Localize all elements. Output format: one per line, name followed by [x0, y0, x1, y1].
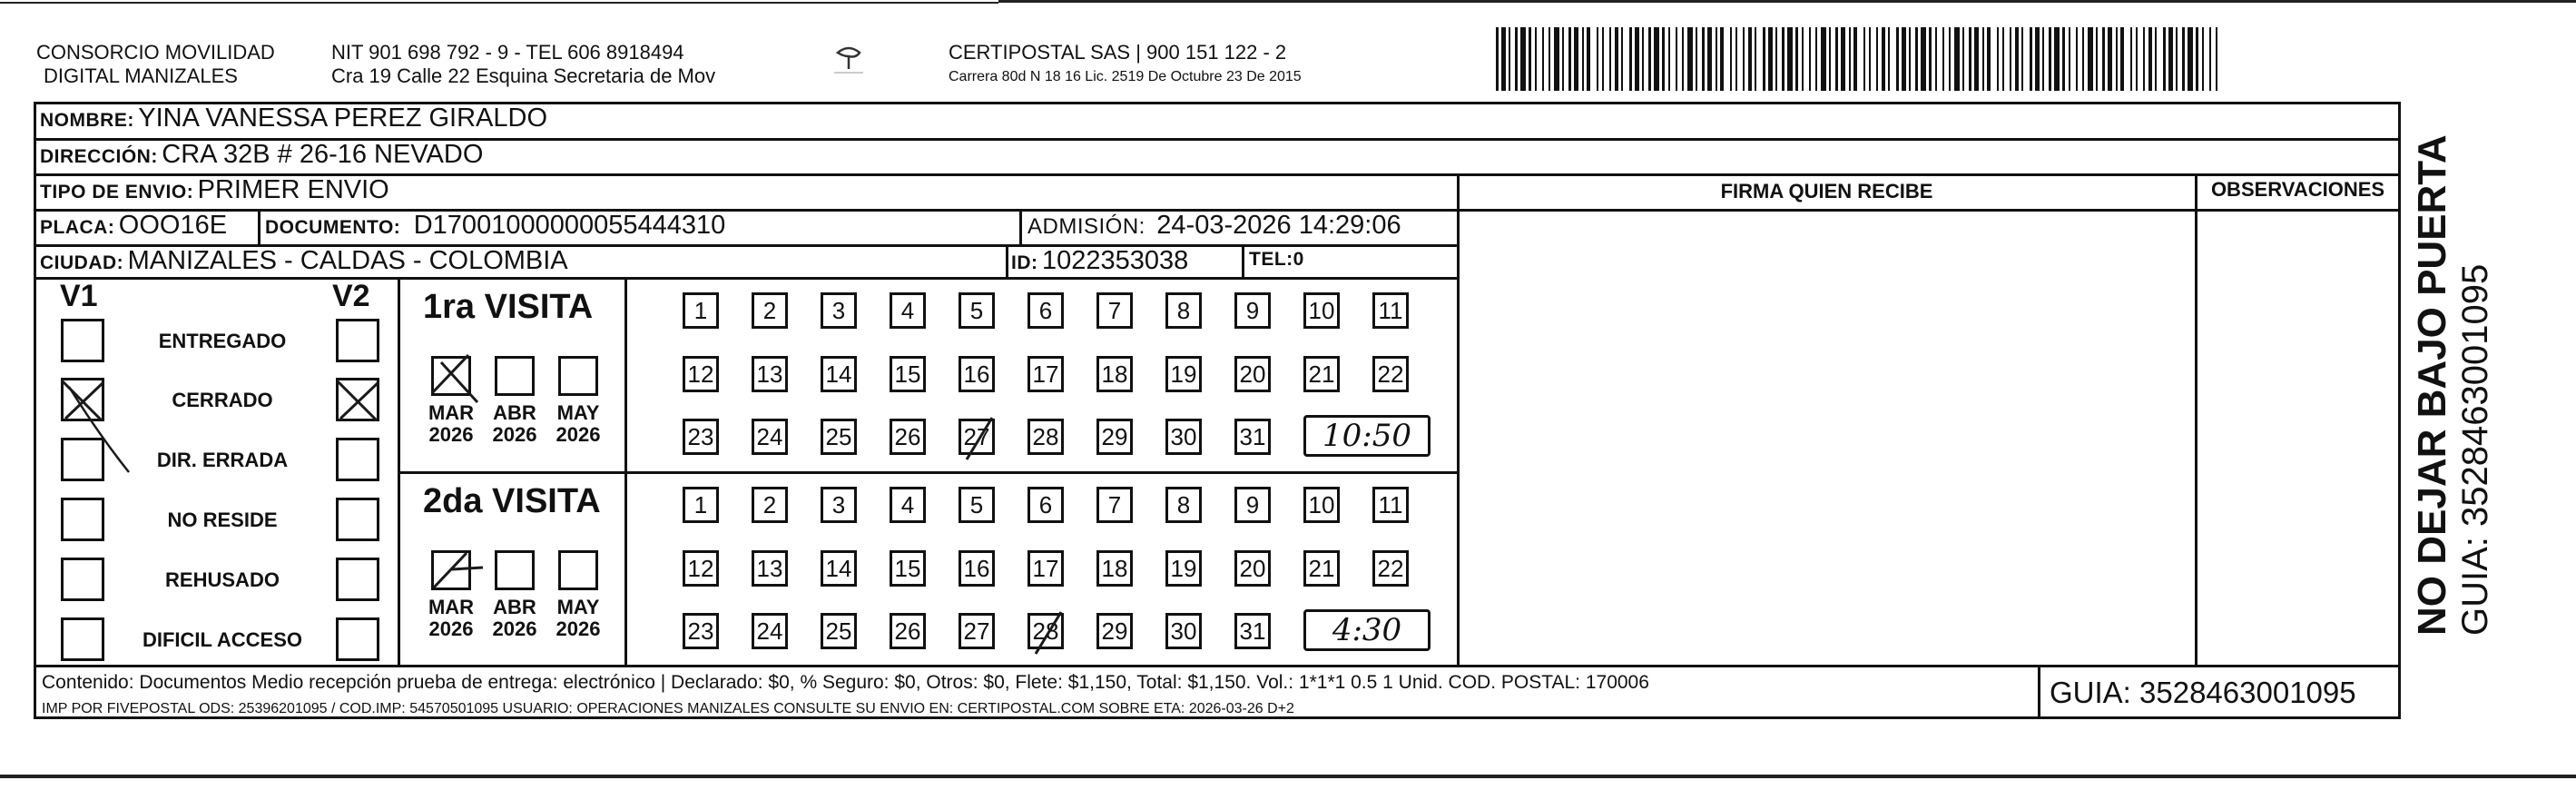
day-box[interactable]: 11: [1372, 487, 1409, 523]
sender-name-line1: CONSORCIO MOVILIDAD: [36, 41, 275, 64]
day-box[interactable]: 26: [890, 419, 926, 455]
barcode-bar: [2136, 27, 2138, 91]
barcode-bar: [1882, 27, 1885, 91]
barcode-bar: [1642, 27, 1644, 91]
day-box[interactable]: 4: [890, 487, 926, 523]
day-box[interactable]: 30: [1165, 419, 1202, 455]
day-box[interactable]: 29: [1096, 419, 1133, 455]
divider-row5: [34, 277, 1459, 280]
day-box[interactable]: 10: [1303, 292, 1340, 329]
barcode-bar: [1676, 27, 1677, 91]
month-checkbox[interactable]: [558, 356, 598, 396]
barcode-bar: [1574, 27, 1578, 91]
day-box[interactable]: 11: [1372, 292, 1409, 329]
day-box[interactable]: 3: [821, 487, 857, 523]
pen-stroke: [64, 381, 172, 490]
v1-checkbox[interactable]: [61, 319, 104, 362]
barcode-bar: [1496, 27, 1499, 91]
day-box[interactable]: 24: [752, 419, 788, 455]
carrier-details: [949, 41, 1302, 86]
month-name: MAY: [556, 401, 600, 424]
barcode-bar: [1755, 27, 1756, 91]
month-year: 2026: [428, 423, 474, 446]
barcode-bar: [1902, 27, 1906, 91]
pen-day-mark: [956, 412, 1010, 467]
status-label: ENTREGADO: [158, 330, 287, 352]
barcode-bar: [1554, 27, 1559, 91]
carrier-logo: [831, 42, 867, 78]
day-box[interactable]: 15: [890, 550, 926, 587]
day-box[interactable]: 23: [683, 613, 719, 649]
month-checkbox[interactable]: [431, 550, 471, 590]
month-label: [424, 597, 478, 640]
month-label: [551, 402, 605, 446]
day-box[interactable]: 1: [683, 292, 719, 329]
day-box[interactable]: 27: [959, 613, 995, 649]
imp-text: IMP POR FIVEPOSTAL ODS: 25396201095 / COD.IMP: 54570501095 USUARIO: OPERACIONES MANIZALES CONSULTE SU ENVIO EN: CERTIPOSTAL.COM SOBRE ETA: 2026-03-26 D+2: [42, 701, 1294, 716]
month-checkbox[interactable]: [495, 356, 535, 396]
day-box[interactable]: 24: [752, 613, 788, 649]
nombre-label: NOMBRE:: [40, 110, 134, 131]
day-box[interactable]: 21: [1303, 356, 1340, 392]
barcode-bar: [1935, 27, 1937, 91]
v1-checkbox[interactable]: [61, 498, 104, 541]
barcode-bar: [1501, 27, 1506, 91]
barcode-bar: [1615, 27, 1618, 91]
barcode-bar: [2069, 27, 2070, 91]
visit-title: 2da VISITA: [423, 482, 601, 520]
side-text: [2410, 18, 2528, 636]
barcode-bar: [1602, 27, 1604, 91]
barcode-bar: [1835, 27, 1838, 91]
admision-value: 24-03-2026 14:29:06: [1156, 211, 1401, 240]
barcode-bar: [1949, 27, 1951, 91]
barcode-bar: [1520, 27, 1526, 91]
barcode-bar: [2096, 27, 2098, 91]
documento-label: DOCUMENTO:: [265, 217, 401, 238]
status-label: CERRADO: [172, 389, 273, 411]
pen-check-mark: [425, 346, 488, 410]
nombre-row: [40, 104, 547, 133]
barcode-bar: [1775, 27, 1777, 91]
day-box[interactable]: 6: [1027, 292, 1064, 329]
sender-address: Cra 19 Calle 22 Esquina Secretaria de Mov: [331, 64, 716, 87]
direccion-value: CRA 32B # 26-16 NEVADO: [162, 140, 484, 169]
v2-checkbox[interactable]: [336, 617, 379, 661]
day-box[interactable]: 28: [1027, 613, 1064, 649]
barcode-bar: [1609, 27, 1611, 91]
id-value: 1022353038: [1041, 246, 1189, 275]
barcode-bar: [1730, 27, 1732, 91]
barcode-bar: [1909, 27, 1911, 91]
barcode-bar: [1743, 27, 1745, 91]
barcode-bar: [1997, 27, 1999, 91]
barcode-bar: [1829, 27, 1831, 91]
side-warning: NO DEJAR BAJO PUERTA: [2410, 134, 2454, 636]
carrier-name: CERTIPOSTAL SAS | 900 151 122 - 2: [949, 41, 1287, 64]
barcode-bar: [2062, 27, 2065, 91]
visit-title: 1ra VISITA: [423, 288, 594, 326]
barcode-bar: [1869, 27, 1871, 91]
day-box[interactable]: 2: [752, 487, 788, 523]
ciudad-row: [40, 246, 568, 276]
day-box[interactable]: 31: [1234, 613, 1271, 649]
id-row: [1011, 246, 1188, 276]
divider-admision: [1019, 209, 1022, 245]
barcode-bar: [2216, 27, 2217, 91]
day-box[interactable]: 30: [1165, 613, 1202, 649]
placa-label: PLACA:: [40, 217, 115, 238]
barcode-bar: [2088, 27, 2093, 91]
barcode-bar: [1682, 27, 1684, 91]
month-label: [487, 402, 542, 446]
barcode-bar: [2054, 27, 2060, 91]
month-year: 2026: [556, 617, 601, 640]
placa-value: OOO16E: [118, 211, 228, 240]
direccion-row: [40, 140, 483, 170]
v2-checkbox[interactable]: [336, 378, 379, 421]
barcode-bar: [2021, 27, 2023, 91]
barcode-bar: [1621, 27, 1623, 91]
tel-value: 0: [1293, 249, 1304, 270]
nombre-value: YINA VANESSA PEREZ GIRALDO: [138, 104, 547, 133]
v2-checkbox[interactable]: [336, 438, 379, 481]
barcode-bar: [2163, 27, 2166, 91]
day-box[interactable]: 2: [752, 292, 788, 329]
barcode-bar: [2076, 27, 2078, 91]
month-name: MAY: [556, 596, 600, 618]
barcode-bar: [2148, 27, 2152, 91]
scan-edge-top-right: [998, 0, 2576, 3]
tipo-label: TIPO DE ENVIO:: [40, 182, 194, 202]
barcode-bar: [1648, 27, 1651, 91]
barcode-bar: [1735, 27, 1737, 91]
barcode-bar: [1974, 27, 1979, 91]
day-box[interactable]: 23: [683, 419, 719, 455]
pen-check-mark: [425, 540, 488, 604]
status-label: NO RESIDE: [167, 509, 278, 531]
admision-row: [1027, 211, 1401, 241]
contenido-text: Contenido: Documentos Medio recepción prueba de entrega: electrónico | Declarado: $0, % Seguro: $0, Otros: $0, Flete: $1,150, Total: $1,150. Vol.: 1*1*1 0.5 1 Unid. COD. POSTAL: 170006: [42, 672, 1649, 693]
tipo-row: [40, 175, 389, 205]
barcode-bar: [1942, 27, 1944, 91]
side-guia: GUIA: 3528463001095: [2455, 263, 2495, 636]
barcode-bar: [1720, 27, 1724, 91]
day-box[interactable]: 14: [821, 356, 857, 392]
day-box[interactable]: 17: [1027, 550, 1064, 587]
day-box[interactable]: 4: [890, 292, 926, 329]
barcode-bar: [1962, 27, 1964, 91]
barcode-bar: [1562, 27, 1564, 91]
barcode-bar: [1687, 27, 1693, 91]
observaciones-header: OBSERVACIONES: [2210, 178, 2385, 201]
v1-header: V1: [60, 279, 98, 313]
day-box[interactable]: 17: [1027, 356, 1064, 392]
v2-checkbox[interactable]: [336, 558, 379, 601]
day-box[interactable]: 9: [1234, 292, 1271, 329]
ciudad-label: CIUDAD:: [40, 252, 124, 273]
barcode-bar: [2002, 27, 2004, 91]
barcode-bar: [2116, 27, 2118, 91]
day-box[interactable]: 8: [1165, 292, 1202, 329]
barcode-bar: [2130, 27, 2132, 91]
day-box[interactable]: 25: [821, 419, 857, 455]
day-box[interactable]: 1: [683, 487, 719, 523]
barcode-bar: [1696, 27, 1697, 91]
documento-value: D17001000000055444310: [413, 211, 726, 240]
month-label: [424, 402, 478, 446]
day-box[interactable]: 15: [890, 356, 926, 392]
divider-placa: [258, 209, 261, 245]
day-box[interactable]: 8: [1165, 487, 1202, 523]
barcode-bar: [2209, 27, 2211, 91]
barcode-bar: [1815, 27, 1817, 91]
month-name: MAR: [428, 401, 475, 424]
placa-row: [40, 211, 227, 241]
sender-name-line2: DIGITAL MANIZALES: [44, 64, 238, 87]
scan-edge-bottom: [0, 775, 2576, 778]
admision-label: ADMISIÓN:: [1027, 214, 1145, 239]
month-label: [551, 597, 605, 640]
day-box[interactable]: 6: [1027, 487, 1064, 523]
barcode-bar: [1863, 27, 1865, 91]
barcode-bar: [1716, 27, 1717, 91]
month-year: 2026: [492, 617, 537, 640]
barcode-bar: [1888, 27, 1890, 91]
day-box[interactable]: 22: [1372, 356, 1409, 392]
pen-check-mark: [331, 373, 395, 437]
barcode-bar: [1702, 27, 1705, 91]
day-box[interactable]: 5: [959, 292, 995, 329]
day-box[interactable]: 29: [1096, 613, 1133, 649]
handwritten-time[interactable]: 10:50: [1303, 415, 1431, 457]
month-name: ABR: [493, 401, 536, 424]
day-box[interactable]: 5: [959, 487, 995, 523]
month-year: 2026: [428, 617, 474, 640]
barcode-bar: [1853, 27, 1857, 91]
pen-day-mark: [1025, 607, 1079, 661]
barcode-bar: [2082, 27, 2084, 91]
barcode-bar: [2155, 27, 2157, 91]
month-checkbox[interactable]: [431, 356, 471, 396]
divider-id: [1006, 244, 1008, 278]
ciudad-value: MANIZALES - CALDAS - COLOMBIA: [127, 246, 568, 275]
barcode-bar: [1662, 27, 1665, 91]
day-box[interactable]: 16: [959, 356, 995, 392]
barcode-bar: [2049, 27, 2051, 91]
barcode-bar: [1582, 27, 1584, 91]
v1-checkbox[interactable]: [61, 558, 104, 601]
barcode-bar: [1876, 27, 1878, 91]
month-year: 2026: [492, 423, 537, 446]
barcode-bar: [2182, 27, 2185, 91]
barcode-bar: [2202, 27, 2204, 91]
status-label: DIR. ERRADA: [156, 449, 289, 471]
divider-visits: [398, 471, 1460, 474]
barcode-bar: [1921, 27, 1926, 91]
status-label: DIFICIL ACCESO: [142, 628, 302, 651]
barcode-bar: [1763, 27, 1765, 91]
barcode-bar: [2102, 27, 2105, 91]
barcode-bar: [2010, 27, 2011, 91]
day-box[interactable]: 12: [683, 550, 719, 587]
tel-label: TEL:: [1249, 249, 1293, 270]
barcode-bar: [1635, 27, 1639, 91]
v1-checkbox[interactable]: [61, 617, 104, 661]
firma-header: FIRMA QUIEN RECIBE: [1720, 180, 1933, 202]
divider-firma: [1457, 173, 1460, 667]
v2-checkbox[interactable]: [336, 319, 379, 362]
month-name: MAR: [428, 596, 475, 618]
direccion-label: DIRECCIÓN:: [40, 146, 158, 167]
barcode-bar: [1529, 27, 1531, 91]
barcode-bar: [2196, 27, 2198, 91]
divider-footer: [34, 665, 2401, 667]
barcode-bar: [1587, 27, 1590, 91]
barcode-bar: [2108, 27, 2112, 91]
barcode-bar: [1841, 27, 1845, 91]
day-box[interactable]: 27: [959, 419, 995, 455]
day-box[interactable]: 16: [959, 550, 995, 587]
status-label: REHUSADO: [165, 568, 280, 591]
sender-nit: NIT 901 698 792 - 9 - TEL 606 8918494: [331, 41, 684, 64]
barcode-bar: [1568, 27, 1571, 91]
month-year: 2026: [556, 423, 601, 446]
barcode-bar: [1535, 27, 1537, 91]
v2-header: V2: [332, 279, 370, 313]
divider-tel: [1242, 244, 1244, 278]
barcode-bar: [1748, 27, 1752, 91]
day-box[interactable]: 26: [890, 613, 926, 649]
barcode-bar: [1787, 27, 1793, 91]
id-label: ID:: [1011, 252, 1038, 273]
barcode-bar: [2035, 27, 2040, 91]
day-box[interactable]: 14: [821, 550, 857, 587]
sender-details: [331, 41, 715, 88]
barcode-bar: [1929, 27, 1932, 91]
barcode-bar: [1915, 27, 1918, 91]
month-checkbox[interactable]: [495, 550, 535, 590]
barcode-bar: [1515, 27, 1518, 91]
day-box[interactable]: 18: [1096, 356, 1133, 392]
footer-guia: GUIA: 3528463001095: [2050, 676, 2356, 709]
barcode-bar: [1821, 27, 1826, 91]
barcode-bar: [1849, 27, 1851, 91]
day-box[interactable]: 13: [752, 356, 788, 392]
tel-row: [1249, 249, 1304, 271]
barcode-bar: [2188, 27, 2193, 91]
v2-checkbox[interactable]: [336, 498, 379, 541]
barcode-bar: [1629, 27, 1632, 91]
barcode-bar: [1802, 27, 1804, 91]
month-label: [487, 597, 542, 640]
day-box[interactable]: 28: [1027, 419, 1064, 455]
documento-row: [265, 211, 725, 241]
day-box[interactable]: 10: [1303, 487, 1340, 523]
barcode-bar: [2176, 27, 2178, 91]
barcode-bar: [1542, 27, 1544, 91]
day-box[interactable]: 19: [1165, 550, 1202, 587]
tipo-value: PRIMER ENVIO: [197, 175, 389, 204]
barcode-bar: [1509, 27, 1510, 91]
barcode-bar: [1969, 27, 1971, 91]
barcode: [1496, 27, 2217, 91]
barcode-bar: [1782, 27, 1785, 91]
month-name: ABR: [493, 596, 536, 618]
barcode-bar: [2030, 27, 2032, 91]
barcode-bar: [1549, 27, 1550, 91]
barcode-bar: [2042, 27, 2044, 91]
barcode-bar: [1707, 27, 1712, 91]
month-checkbox[interactable]: [558, 550, 598, 590]
handwritten-time[interactable]: 4:30: [1303, 609, 1431, 651]
day-box[interactable]: 9: [1234, 487, 1271, 523]
divider-footer-guia: [2038, 665, 2040, 719]
barcode-bar: [2120, 27, 2124, 91]
barcode-bar: [1987, 27, 1991, 91]
carrier-address: Carrera 80d N 18 16 Lic. 2519 De Octubre 23 De 2015: [949, 69, 1302, 84]
day-box[interactable]: 19: [1165, 356, 1202, 392]
day-box[interactable]: 7: [1096, 292, 1133, 329]
barcode-bar: [1809, 27, 1811, 91]
barcode-bar: [1896, 27, 1899, 91]
day-box[interactable]: 3: [821, 292, 857, 329]
day-box[interactable]: 22: [1372, 550, 1409, 587]
barcode-bar: [2143, 27, 2145, 91]
sender-name: [36, 41, 275, 88]
day-box[interactable]: 31: [1234, 419, 1271, 455]
barcode-bar: [1668, 27, 1670, 91]
barcode-bar: [1982, 27, 1984, 91]
day-box[interactable]: 25: [821, 613, 857, 649]
barcode-bar: [2015, 27, 2019, 91]
day-box[interactable]: 13: [752, 550, 788, 587]
barcode-bar: [1654, 27, 1659, 91]
barcode-bar: [1795, 27, 1798, 91]
day-box[interactable]: 18: [1096, 550, 1133, 587]
barcode-bar: [1597, 27, 1598, 91]
barcode-bar: [1768, 27, 1773, 91]
day-box[interactable]: 20: [1234, 550, 1271, 587]
day-box[interactable]: 21: [1303, 550, 1340, 587]
barcode-bar: [1954, 27, 1960, 91]
day-box[interactable]: 7: [1096, 487, 1133, 523]
day-box[interactable]: 12: [683, 356, 719, 392]
barcode-bar: [2168, 27, 2173, 91]
divider-observaciones: [2195, 173, 2197, 667]
scan-edge-top: [0, 2, 998, 4]
day-box[interactable]: 20: [1234, 356, 1271, 392]
